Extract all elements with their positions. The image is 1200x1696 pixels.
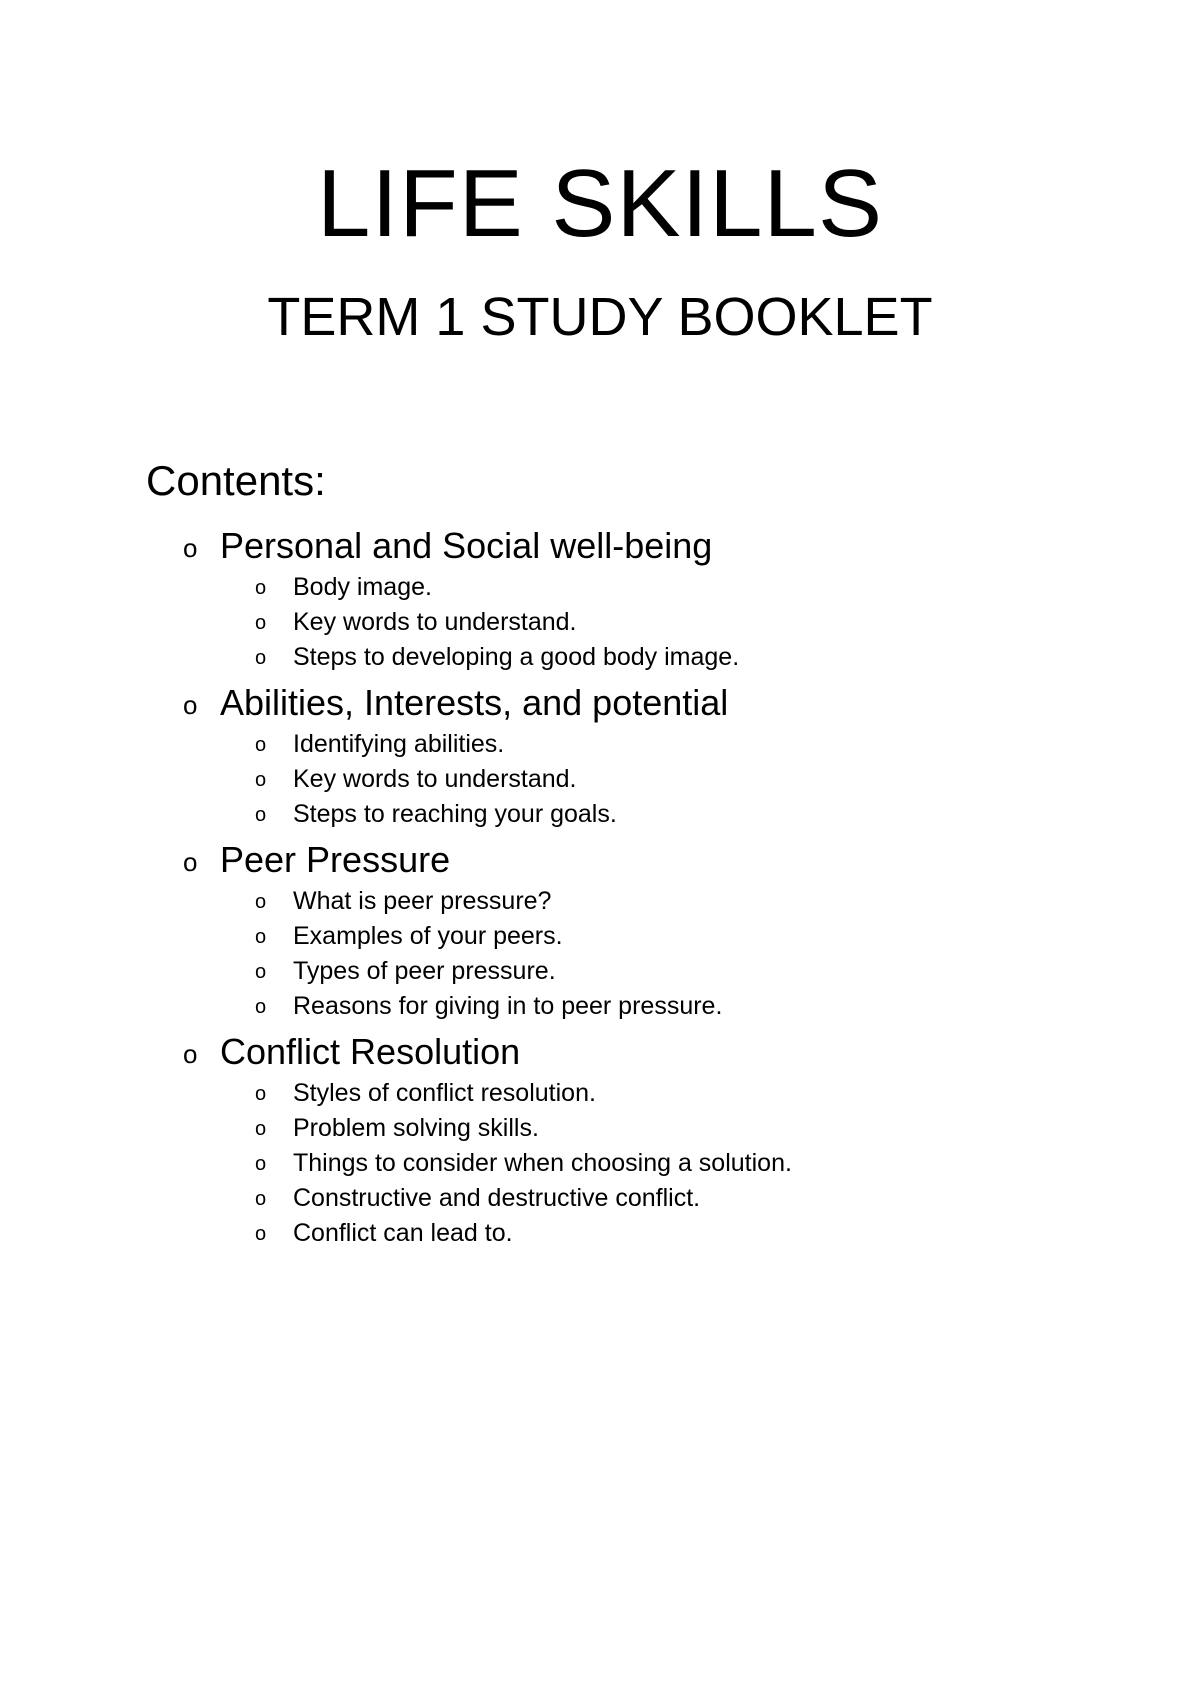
toc-item (0, 797, 1200, 832)
table-of-contents (0, 522, 1200, 1255)
hollow-bullet-icon: o (255, 1188, 267, 1210)
hollow-bullet-icon: o (255, 961, 267, 983)
toc-item (0, 727, 1200, 762)
toc-item-label: Things to consider when choosing a solution. (293, 1149, 792, 1177)
toc-section-row (0, 522, 1200, 570)
toc-sublist (0, 570, 1200, 675)
toc-item-label: What is peer pressure? (293, 887, 552, 915)
toc-item (0, 640, 1200, 675)
toc-item-label: Problem solving skills. (293, 1114, 539, 1142)
toc-section-label: Conflict Resolution (220, 1031, 521, 1072)
toc-section (0, 522, 1200, 675)
toc-item (0, 1076, 1200, 1111)
toc-section-row (0, 679, 1200, 727)
toc-item (0, 989, 1200, 1024)
toc-section-row (0, 836, 1200, 884)
hollow-bullet-icon: o (255, 1153, 267, 1175)
page-title: LIFE SKILLS (317, 150, 883, 257)
toc-section (0, 679, 1200, 832)
toc-sublist (0, 727, 1200, 832)
contents-heading: Contents: (146, 457, 326, 504)
toc-item-label: Types of peer pressure. (293, 957, 556, 985)
toc-item-label: Styles of conflict resolution. (293, 1079, 596, 1107)
hollow-bullet-icon: o (183, 533, 198, 563)
hollow-bullet-icon: o (255, 734, 267, 756)
hollow-bullet-icon: o (255, 577, 267, 599)
toc-item-label: Steps to developing a good body image. (293, 643, 740, 671)
toc-item-label: Examples of your peers. (293, 922, 563, 950)
toc-item-label: Reasons for giving in to peer pressure. (293, 992, 723, 1020)
toc-item-label: Steps to reaching your goals. (293, 800, 617, 828)
toc-section-row (0, 1028, 1200, 1076)
hollow-bullet-icon: o (255, 804, 267, 826)
toc-item (0, 1146, 1200, 1181)
toc-item (0, 1181, 1200, 1216)
toc-sublist (0, 884, 1200, 1024)
hollow-bullet-icon: o (183, 690, 198, 720)
toc-section (0, 1028, 1200, 1251)
hollow-bullet-icon: o (255, 1223, 267, 1245)
toc-item-label: Identifying abilities. (293, 730, 505, 758)
toc-item (0, 1216, 1200, 1251)
hollow-bullet-icon: o (255, 769, 267, 791)
toc-item-label: Key words to understand. (293, 608, 577, 636)
hollow-bullet-icon: o (255, 996, 267, 1018)
toc-section-label: Peer Pressure (220, 839, 451, 880)
toc-item-label: Constructive and destructive conflict. (293, 1184, 701, 1212)
toc-section-label: Abilities, Interests, and potential (220, 682, 729, 723)
toc-section (0, 836, 1200, 1024)
hollow-bullet-icon: o (255, 926, 267, 948)
hollow-bullet-icon: o (183, 847, 198, 877)
hollow-bullet-icon: o (183, 1039, 198, 1069)
toc-item (0, 762, 1200, 797)
toc-item-label: Conflict can lead to. (293, 1219, 513, 1247)
hollow-bullet-icon: o (255, 1118, 267, 1140)
toc-sublist (0, 1076, 1200, 1251)
page-subtitle: TERM 1 STUDY BOOKLET (267, 287, 933, 347)
hollow-bullet-icon: o (255, 891, 267, 913)
toc-item-label: Body image. (293, 573, 432, 601)
toc-item (0, 605, 1200, 640)
toc-item (0, 919, 1200, 954)
toc-item (0, 884, 1200, 919)
hollow-bullet-icon: o (255, 1083, 267, 1105)
toc-item (0, 1111, 1200, 1146)
toc-item (0, 570, 1200, 605)
hollow-bullet-icon: o (255, 647, 267, 669)
toc-item (0, 954, 1200, 989)
toc-item-label: Key words to understand. (293, 765, 577, 793)
hollow-bullet-icon: o (255, 612, 267, 634)
toc-section-label: Personal and Social well-being (220, 525, 713, 566)
